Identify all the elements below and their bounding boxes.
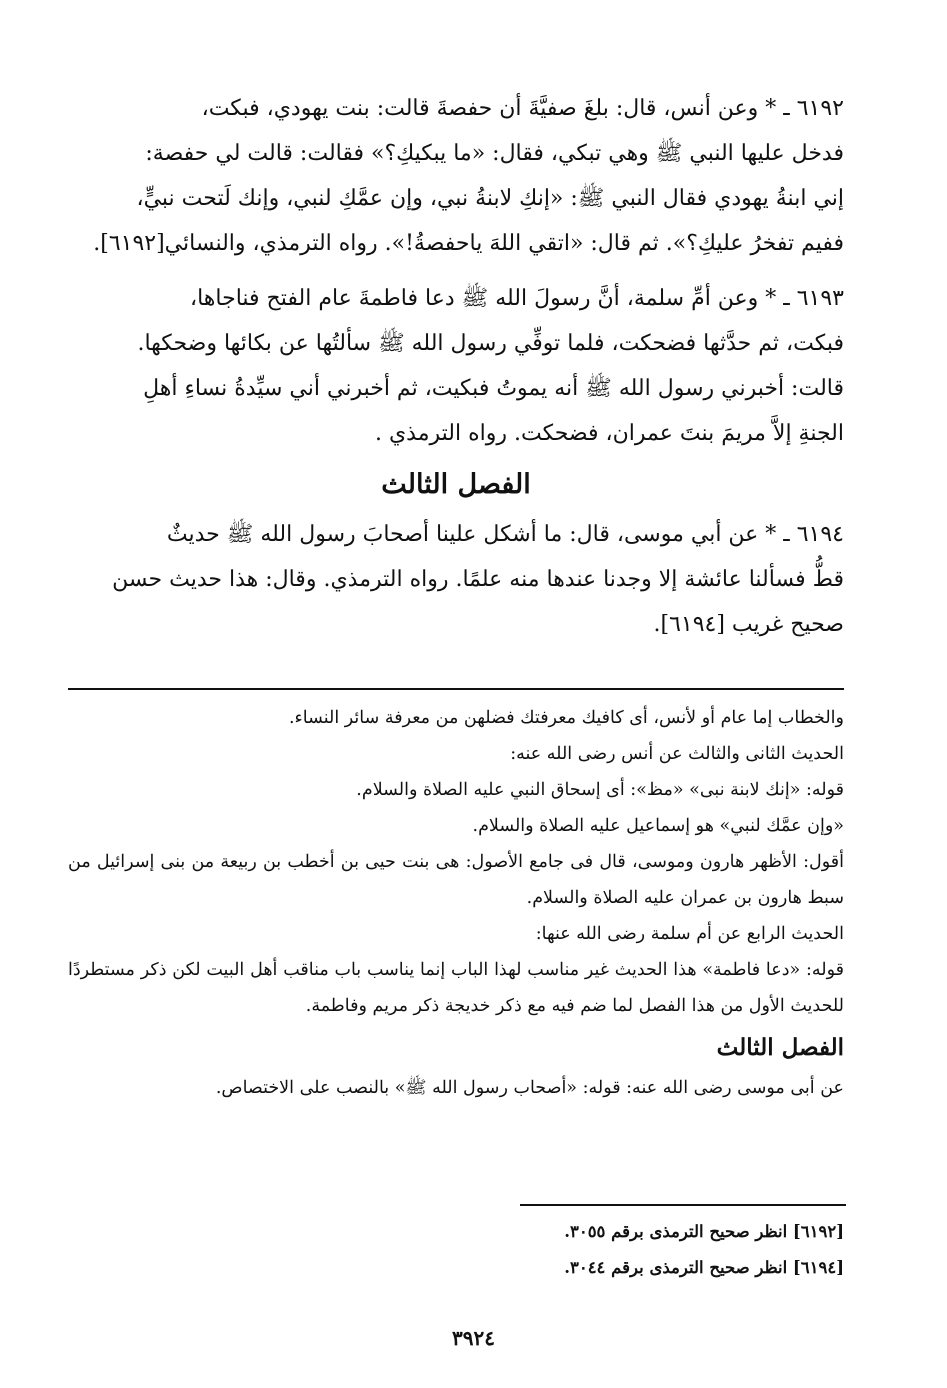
main-text: [68, 86, 844, 647]
hadith-6194-line: صحيح غريب [٦١٩٤].: [653, 612, 844, 637]
hadith-6192-line: ٦١٩٢ ـ * وعن أنس، قال: بلغَ صفيَّةَ أن حفصةَ قالت: بنت يهودي، فبكت،: [201, 96, 844, 121]
hadith-6192-line: ففيم تفخرُ عليكِ؟». ثم قال: «اتقي اللهَ ياحفصةُ!». رواه الترمذي، والنسائي[٦١٩٢].: [93, 231, 844, 256]
hadith-6194-line: قطُّ فسألنا عائشة إلا وجدنا عندها منه علمًا. رواه الترمذي. وقال: هذا حديث حسن: [112, 567, 844, 592]
hadith-6193-line: الجنةِ إلاَّ مريمَ بنتَ عمران، فضحكت. رواه الترمذي .: [374, 421, 844, 446]
commentary-paragraph: قوله: «دعا فاطمة» هذا الحديث غير مناسب لهذا الباب إنما يناسب باب مناقب أهل البيت لكن ذكر مستطردًا للحديث الأول من هذا الفصل لما ضم فيه مع ذكر خديجة ذكر مريم وفاطمة.: [68, 960, 844, 1016]
section-heading: الفصل الثالث: [381, 469, 531, 500]
footnote: [٦١٩٤] انظر صحيح الترمذى برقم ٣٠٤٤.: [564, 1258, 844, 1277]
commentary-block: [68, 700, 844, 1106]
footnotes-divider: [520, 1204, 846, 1206]
commentary-line: «وإن عمَّك لنبي» هو إسماعيل عليه الصلاة والسلام.: [472, 816, 844, 836]
commentary-divider: [68, 688, 844, 690]
commentary-line: والخطاب إما عام أو لأنس، أى كافيك معرفتك فضلهن من معرفة سائر النساء.: [288, 708, 844, 728]
hadith-6192-line: فدخل عليها النبي ﷺ وهي تبكي، فقال: «ما يبكيكِ؟» فقالت: قالت لي حفصة:: [145, 141, 844, 166]
commentary-section-heading: الفصل الثالث: [716, 1034, 844, 1061]
commentary-paragraph: أقول: الأظهر هارون وموسى، قال فى جامع الأصول: هى بنت حيى بن أخطب بن ربيعة من بنى إسرائيل من سبط هارون بن عمران عليه الصلاة والسلام.: [68, 852, 844, 908]
hadith-6193-line: قالت: أخبرني رسول الله ﷺ أنه يموتُ فبكيت، ثم أخبرني أني سيِّدةُ نساءِ أهلِ: [143, 376, 844, 401]
commentary-line: عن أبى موسى رضى الله عنه: قوله: «أصحاب رسول الله ﷺ» بالنصب على الاختصاص.: [215, 1078, 844, 1098]
footnotes: [440, 1214, 844, 1286]
hadith-6194-line: ٦١٩٤ ـ * عن أبي موسى، قال: ما أشكل علينا أصحابَ رسول الله ﷺ حديثٌ: [166, 522, 844, 547]
commentary-line: قوله: «إنك لابنة نبى» «مظ»: أى إسحاق النبي عليه الصلاة والسلام.: [356, 780, 844, 800]
page-number: ٣٩٢٤: [452, 1326, 495, 1350]
footnote: [٦١٩٢] انظر صحيح الترمذى برقم ٣٠٥٥.: [564, 1222, 844, 1241]
hadith-6192-line: إني ابنةُ يهودي فقال النبي ﷺ: «إنكِ لابنةُ نبي، وإن عمَّكِ لنبي، وإنك لَتحت نبيٍّ،: [136, 186, 844, 211]
commentary-line: الحديث الرابع عن أم سلمة رضى الله عنها:: [535, 924, 844, 944]
commentary-line: الحديث الثانى والثالث عن أنس رضى الله عنه:: [510, 744, 844, 764]
spacer: [68, 266, 844, 276]
hadith-6193-line: ٦١٩٣ ـ * وعن أمِّ سلمة، أنَّ رسولَ الله ﷺ دعا فاطمةَ عام الفتح فناجاها،: [190, 286, 844, 311]
hadith-6193-line: فبكت، ثم حدَّثها فضحكت، فلما توفِّي رسول الله ﷺ سألتُها عن بكائها وضحكها.: [137, 331, 844, 356]
